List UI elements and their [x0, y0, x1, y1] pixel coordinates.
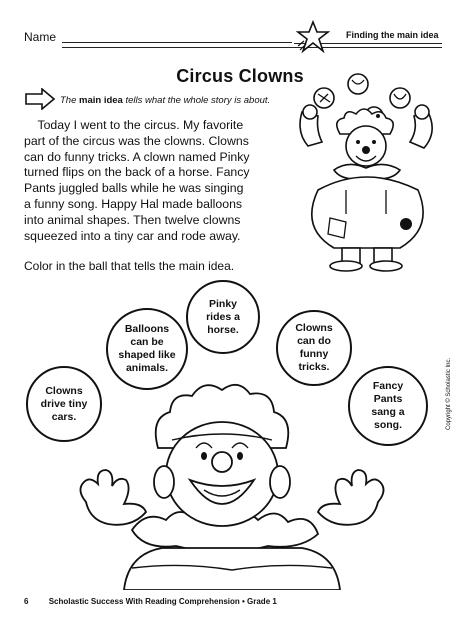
story-line: into animal shapes. Then twelve clowns: [24, 212, 241, 227]
ball-text-line: funny: [299, 348, 329, 360]
juggling-clown-illustration: [282, 72, 462, 272]
answer-ball-funny-tricks[interactable]: [276, 310, 352, 386]
ball-label: [41, 385, 88, 424]
definition-suffix: tells what the whole story is about.: [122, 95, 271, 106]
story-text: [24, 118, 286, 244]
arrow-icon: [24, 88, 56, 110]
main-idea-definition: [60, 95, 270, 106]
ball-text-line: cars.: [51, 410, 77, 423]
copyright-notice: Copyright © Scholastic Inc.: [446, 357, 452, 430]
ball-text-line: song.: [373, 419, 402, 431]
story-line: Pants juggled balls while he was singing: [24, 181, 244, 196]
clown-illustration: [72, 378, 392, 590]
ball-label: [295, 322, 332, 374]
answer-ball-fancy-pants[interactable]: [348, 366, 428, 446]
ball-text-line: Pants: [373, 393, 403, 405]
name-label: Name: [24, 30, 57, 44]
section-label: Finding the main idea: [346, 30, 439, 40]
page-title: Circus Clowns: [176, 66, 304, 86]
story-line: turned flips on the back of a horse. Fancy: [24, 165, 250, 180]
story-line: can do funny tricks. A clown named Pinky: [24, 149, 250, 164]
name-write-line[interactable]: [62, 42, 292, 43]
ball-text-line: animals.: [125, 362, 168, 374]
star-icon: [296, 20, 330, 54]
ball-text-line: Fancy: [372, 380, 404, 392]
ball-text-line: can do: [297, 335, 331, 347]
ball-text-line: Clowns: [45, 384, 83, 397]
header-rule: [62, 47, 442, 48]
ball-text-line: shaped like: [118, 349, 176, 361]
ball-text-line: can be: [130, 336, 164, 348]
story-line: Today I went to the circus. My favorite: [24, 118, 244, 132]
ball-text-line: rides a: [206, 310, 240, 323]
book-title: Scholastic Success With Reading Comprehension • Grade 1: [48, 597, 277, 606]
definition-prefix: The: [60, 95, 80, 106]
ball-text-line: Pinky: [208, 297, 237, 310]
ball-label: [206, 298, 240, 337]
answer-ball-balloons[interactable]: [106, 308, 188, 390]
ball-text-line: Clowns: [295, 322, 333, 334]
ball-text-line: Balloons: [124, 323, 170, 335]
ball-label: [118, 323, 175, 375]
ball-label: [371, 380, 404, 432]
definition-term: main idea: [79, 95, 123, 106]
page-footer: [24, 597, 277, 606]
instruction-text: Color in the ball that tells the main idea.: [24, 259, 235, 273]
page-number: 6: [24, 597, 29, 606]
answer-ball-tiny-cars[interactable]: [26, 366, 102, 442]
answer-ball-pinky[interactable]: [186, 280, 260, 354]
story-line: a funny song. Happy Hal made balloons: [24, 196, 243, 211]
ball-text-line: drive tiny: [40, 397, 88, 410]
story-line: part of the circus was the clowns. Clowns: [24, 133, 249, 148]
ball-text-line: sang a: [371, 406, 405, 418]
story-line: squeezed into a tiny car and rode away.: [24, 228, 241, 243]
ball-text-line: horse.: [207, 323, 239, 336]
ball-text-line: tricks.: [298, 361, 330, 373]
